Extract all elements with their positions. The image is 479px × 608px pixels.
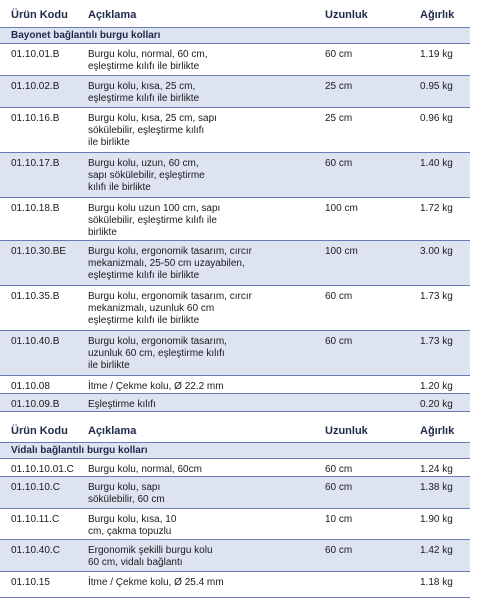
cell-description: İtme / Çekme kolu, Ø 22.2 mm — [88, 381, 224, 392]
cell-length: 60 cm — [325, 291, 353, 302]
section-title: Vidalı bağlantılı burgu kolları — [0, 442, 470, 459]
cell-description: Burgu kolu, ergonomik tasarım, cırcır mekanizmalı, uzunluk 60 cm eşleştirme kılıfı ile birlikte — [88, 291, 252, 326]
header-weight: Ağırlık — [420, 9, 455, 21]
header-description: Açıklama — [88, 425, 137, 437]
cell-description: İtme / Çekme kolu, Ø 25.4 mm — [88, 577, 224, 588]
cell-code: 01.10.02.B — [11, 81, 60, 92]
table-row — [0, 331, 470, 376]
table-row — [0, 477, 470, 509]
cell-description: Ergonomik şekilli burgu kolu 60 cm, vidalı bağlantı — [88, 545, 213, 568]
cell-length: 60 cm — [325, 482, 353, 493]
cell-code: 01.10.17.B — [11, 158, 60, 169]
cell-description: Burgu kolu, uzun, 60 cm, sapı sökülebilir, eşleştirme kılıfı ile birlikte — [88, 158, 205, 193]
cell-description: Eşleştirme kılıfı — [88, 399, 156, 410]
cell-weight: 1.40 kg — [420, 158, 453, 169]
table-row — [0, 286, 470, 331]
table-row — [0, 572, 470, 598]
header-length: Uzunluk — [325, 9, 368, 21]
cell-description: Burgu kolu, kısa, 10 cm, çakma topuzlu — [88, 514, 177, 537]
cell-description: Burgu kolu, ergonomik tasarım, uzunluk 60 cm, eşleştirme kılıfı ile birlikte — [88, 336, 227, 371]
screw-table — [0, 418, 470, 598]
cell-code: 01.10.30.BE — [11, 246, 67, 257]
cell-weight: 1.24 kg — [420, 464, 453, 475]
cell-length: 60 cm — [325, 49, 353, 60]
cell-weight: 0.20 kg — [420, 399, 453, 410]
cell-code: 01.10.11.C — [11, 514, 60, 525]
cell-code: 01.10.40.B — [11, 336, 60, 347]
cell-weight: 3.00 kg — [420, 246, 453, 257]
cell-code: 01.10.09.B — [11, 399, 60, 410]
cell-description: Burgu kolu, sapı sökülebilir, 60 cm — [88, 482, 165, 505]
cell-length: 100 cm — [325, 246, 358, 257]
cell-code: 01.10.15 — [11, 577, 50, 588]
table-row — [0, 540, 470, 572]
table-header — [0, 0, 470, 27]
cell-description: Burgu kolu uzun 100 cm, sapı sökülebilir, eşleştirme kılıfı ile birlikte — [88, 203, 221, 238]
header-description: Açıklama — [88, 9, 137, 21]
table-row — [0, 153, 470, 198]
cell-weight: 1.73 kg — [420, 336, 453, 347]
header-code: Ürün Kodu — [11, 425, 68, 437]
cell-description: Burgu kolu, kısa, 25 cm, sapı sökülebilir, eşleştirme kılıfı ile birlikte — [88, 113, 217, 148]
table-row — [0, 241, 470, 286]
table-row — [0, 394, 470, 412]
table-row — [0, 76, 470, 108]
cell-description: Burgu kolu, ergonomik tasarım, cırcır mekanizmalı, 25-50 cm uzayabilen, eşleştirme kılıfı ile birlikte — [88, 246, 252, 281]
cell-length: 10 cm — [325, 514, 353, 525]
cell-length: 60 cm — [325, 336, 353, 347]
cell-code: 01.10.16.B — [11, 113, 60, 124]
cell-code: 01.10.08 — [11, 381, 50, 392]
header-weight: Ağırlık — [420, 425, 455, 437]
cell-weight: 0.95 kg — [420, 81, 453, 92]
cell-length: 25 cm — [325, 113, 353, 124]
cell-code: 01.10.40.C — [11, 545, 60, 556]
cell-length: 25 cm — [325, 81, 353, 92]
cell-weight: 1.19 kg — [420, 49, 453, 60]
table-row — [0, 376, 470, 394]
table-header — [0, 418, 470, 442]
table-row — [0, 509, 470, 540]
cell-code: 01.10.01.B — [11, 49, 60, 60]
cell-weight: 1.20 kg — [420, 381, 453, 392]
cell-weight: 1.38 kg — [420, 482, 453, 493]
table-row — [0, 198, 470, 241]
cell-length: 60 cm — [325, 545, 353, 556]
table-row — [0, 108, 470, 153]
cell-description: Burgu kolu, normal, 60cm — [88, 464, 202, 475]
table-row — [0, 44, 470, 76]
cell-code: 01.10.10.01.C — [11, 464, 74, 475]
cell-description: Burgu kolu, kısa, 25 cm, eşleştirme kılıfı ile birlikte — [88, 81, 200, 104]
cell-length: 60 cm — [325, 464, 353, 475]
table-row — [0, 459, 470, 477]
header-length: Uzunluk — [325, 425, 368, 437]
section-title: Bayonet bağlantılı burgu kolları — [0, 27, 470, 44]
cell-code: 01.10.18.B — [11, 203, 60, 214]
cell-code: 01.10.10.C — [11, 482, 60, 493]
cell-weight: 1.72 kg — [420, 203, 453, 214]
cell-weight: 0.96 kg — [420, 113, 453, 124]
cell-length: 100 cm — [325, 203, 358, 214]
cell-weight: 1.90 kg — [420, 514, 453, 525]
cell-weight: 1.73 kg — [420, 291, 453, 302]
cell-description: Burgu kolu, normal, 60 cm, eşleştirme kılıfı ile birlikte — [88, 49, 208, 72]
header-code: Ürün Kodu — [11, 9, 68, 21]
cell-weight: 1.18 kg — [420, 577, 453, 588]
cell-length: 60 cm — [325, 158, 353, 169]
cell-weight: 1.42 kg — [420, 545, 453, 556]
cell-code: 01.10.35.B — [11, 291, 60, 302]
